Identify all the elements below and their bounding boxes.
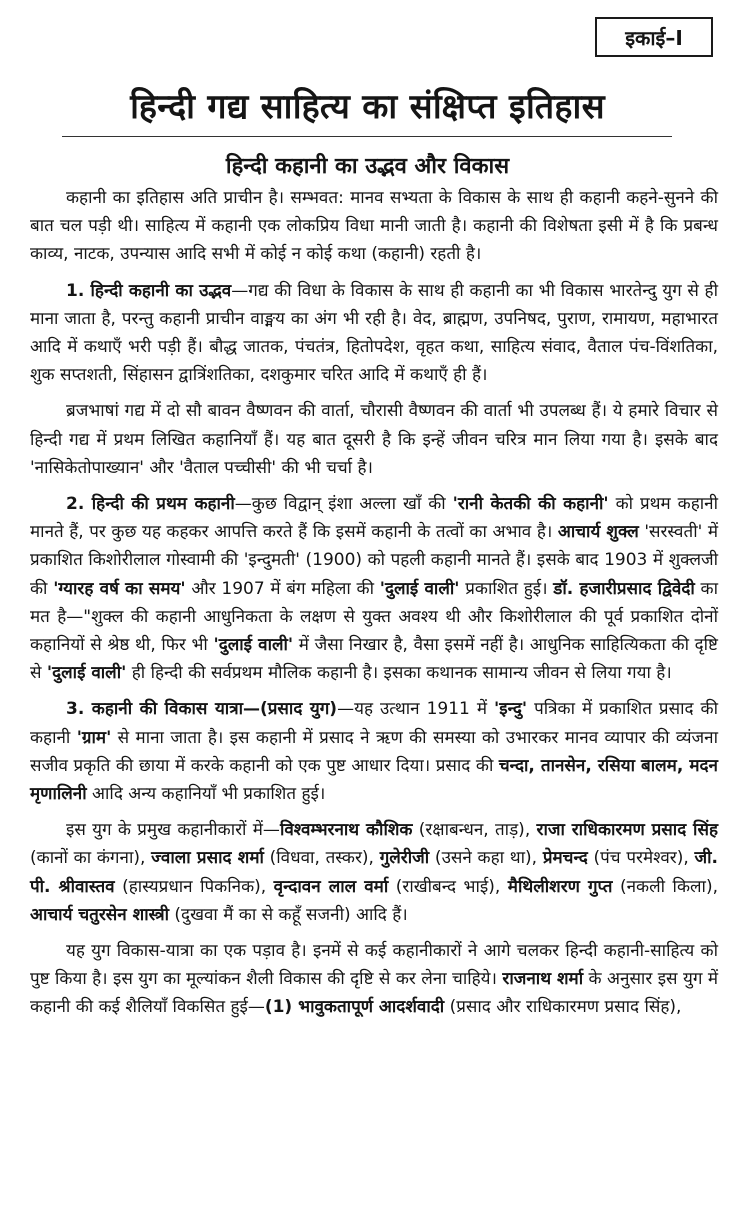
text-run: (रक्षाबन्धन, ताड़), <box>412 820 537 841</box>
title-underline <box>62 136 672 137</box>
bold-run: गुलेरीजी <box>379 848 430 869</box>
text-run: (दुखवा मैं का से कहूँ सजनी) आदि हैं। <box>169 904 408 925</box>
bold-run: मैथिलीशरण गुप्त <box>507 876 613 897</box>
text-run: आदि अन्य कहानियाँ भी प्रकाशित हुई। <box>86 784 326 805</box>
text-run: —यह उत्थान 1911 में <box>337 699 495 720</box>
text-run: पत्रिका में प्रकाशित प्रसाद की कहानी <box>30 699 718 748</box>
paragraph-brajbhasha: ब्रजभाषां गद्य में दो सौ बावन वैष्णवन की वार्ता, चौरासी वैष्णवन की वार्ता भी उपलब्ध हैं। ये हमारे विचार से हिन्दी गद्य में प्रथम लिखित कहानियाँ हैं। यह बात दूसरी है कि इन्हें जीवन चरित्र मान लिया गया है। इसके बाद 'नासिकेतोपाख्यान' और 'वैताल पच्चीसी' की भी चर्चा है। <box>30 401 718 478</box>
text-run: को प्रथम कहानी मानते हैं, पर कुछ यह कहकर आपत्ति करते हैं कि इसमें कहानी के तत्वों का अभाव है। <box>30 494 718 543</box>
paragraph-evaluation <box>30 937 718 1022</box>
text-run: के अनुसार इस युग में कहानी की कई शैलियाँ विकसित हुई— <box>30 969 718 1018</box>
bold-run: चन्दा, तानसेन, रसिया बालम, मदन मृणालिनी <box>30 755 718 805</box>
bold-run: विश्वम्भरनाथ कौशिक <box>279 820 413 841</box>
bold-run: वृन्दावन लाल वर्मा <box>273 876 389 897</box>
bold-run: 'दुलाई वाली' <box>46 663 127 684</box>
paragraph-development <box>30 695 718 808</box>
text-run: (पंच परमेश्वर), <box>587 848 695 869</box>
text-run: प्रकाशित हुई। <box>459 578 554 599</box>
paragraph-first-story <box>30 490 718 687</box>
section-title: हिन्दी कहानी का उद्भव और विकास <box>225 154 510 179</box>
text-run: 'सरस्वती' में प्रकाशित किशोरीलाल गोस्वामी की 'इन्दुमती' (1900) को पहली कहानी मानते हैं। इसके बाद 1903 में शुक्लजी की <box>30 522 719 599</box>
paragraph-origin <box>30 277 718 390</box>
bold-run: 'इन्दु' <box>494 699 528 720</box>
heading-first-story: 2. हिन्दी की प्रथम कहानी <box>66 494 235 515</box>
origin-text: —गद्य की विधा के विकास के साथ ही कहानी का भी विकास भारतेन्दु युग से ही माना जाता है, परन्तु कहानी प्राचीन वाङ्मय का अंग भी रही है। वेद, ब्राह्मण, उपनिषद, पुराण, रामायण, महाभारत आदि में कथाएँ भरी पड़ी हैं। बौद्ध जातक, पंचतंत्र, हितोपदेश, वृहत कथा, साहित्य संवाद, वैताल पंच-विंशतिका, शुक सप्तशती, सिंहासन द्वात्रिंशतिका, दशकुमार चरित आदि में कथाएँ ही हैं। <box>30 280 718 386</box>
bold-run: जी. पी. श्रीवास्तव <box>30 848 719 897</box>
text-run: (राखीबन्द भाई), <box>388 876 508 897</box>
text-run: —कुछ विद्वान् इंशा अल्ला खाँ की <box>234 494 453 515</box>
text-run: (उसने कहा था), <box>429 848 543 869</box>
body-text <box>30 184 718 1030</box>
text-run: से माना जाता है। इस कहानी में प्रसाद ने ऋण की समस्या को उभारकर मानव व्यापार की व्यंजना सजीव प्रकृति की छाया में करके कहानी को एक पुष्ट आधार दिया। प्रसाद की <box>30 727 718 776</box>
text-run: में जैसा निखार है, वैसा इसमें नहीं है। आधुनिक साहित्यिकता की दृष्टि से <box>30 635 718 684</box>
bold-run: राजनाथ शर्मा <box>502 969 584 990</box>
bold-run: ज्वाला प्रसाद शर्मा <box>151 848 264 869</box>
unit-label: इकाई–I <box>595 17 713 57</box>
text-run: (प्रसाद और राधिकारमण प्रसाद सिंह), <box>444 997 682 1018</box>
text-run: ही हिन्दी की सर्वप्रथम मौलिक कहानी है। इसका कथानक सामान्य जीवन से लिया गया है। <box>126 663 672 684</box>
text-run: इस युग के प्रमुख कहानीकारों में— <box>66 820 280 841</box>
bold-run: डॉ. हजारीप्रसाद द्विवेदी <box>553 578 695 599</box>
text-run: और 1907 में बंग महिला की <box>185 578 380 599</box>
bold-run: आचार्य चतुरसेन शास्त्री <box>30 904 169 925</box>
bold-run: 'दुलाई वाली' <box>379 578 460 599</box>
page-title: हिन्दी गद्य साहित्य का संक्षिप्त इतिहास <box>130 87 605 127</box>
bold-run: राजा राधिकारमण प्रसाद सिंह <box>536 820 718 841</box>
bold-run: प्रेमचन्द <box>542 848 588 869</box>
bold-run: 'ग्यारह वर्ष का समय' <box>53 578 186 599</box>
text-run: (हास्यप्रधान पिकनिक), <box>114 876 274 897</box>
text-run: यह युग विकास-यात्रा का एक पड़ाव है। इनमें से कई कहानीकारों ने आगे चलकर हिन्दी कहानी-साहित्य को पुष्ट किया है। इस युग का मूल्यांकन शैली विकास की दृष्टि से कर लेना चाहिये। <box>30 941 718 990</box>
text-run: का मत है—"शुक्ल की कहानी आधुनिकता के लक्षण से युक्त अवश्य थी और किशोरीलाल की पूर्व प्रकाशित दोनों कहानियों से श्रेष्ठ थी, फिर भी <box>30 578 718 656</box>
bold-run: आचार्य शुक्ल <box>557 522 639 543</box>
text-run: (विधवा, तस्कर), <box>263 848 380 869</box>
bold-run: 'ग्राम' <box>76 727 112 748</box>
text-run: (नकली किला), <box>612 876 718 897</box>
bold-run: 'रानी केतकी की कहानी' <box>452 494 609 515</box>
bold-run: 'दुलाई वाली' <box>213 635 294 656</box>
text-run: (कानों का कंगना), <box>30 848 152 869</box>
heading-origin: 1. हिन्दी कहानी का उद्भव <box>66 280 232 301</box>
paragraph-authors <box>30 816 718 929</box>
heading-development: 3. कहानी की विकास यात्रा—(प्रसाद युग) <box>66 699 338 720</box>
bold-run: (1) भावुकतापूर्ण आदर्शवादी <box>264 997 445 1018</box>
paragraph-intro: कहानी का इतिहास अति प्राचीन है। सम्भवत: मानव सभ्यता के विकास के साथ ही कहानी कहने-सुनने की बात चल पड़ी थी। साहित्य में कहानी एक लोकप्रिय विधा मानी जाती है। कहानी की विशेषता इसी में है कि प्रबन्ध काव्य, नाटक, उपन्यास आदि सभी में कोई न कोई कथा (कहानी) रहती है। <box>30 188 718 265</box>
